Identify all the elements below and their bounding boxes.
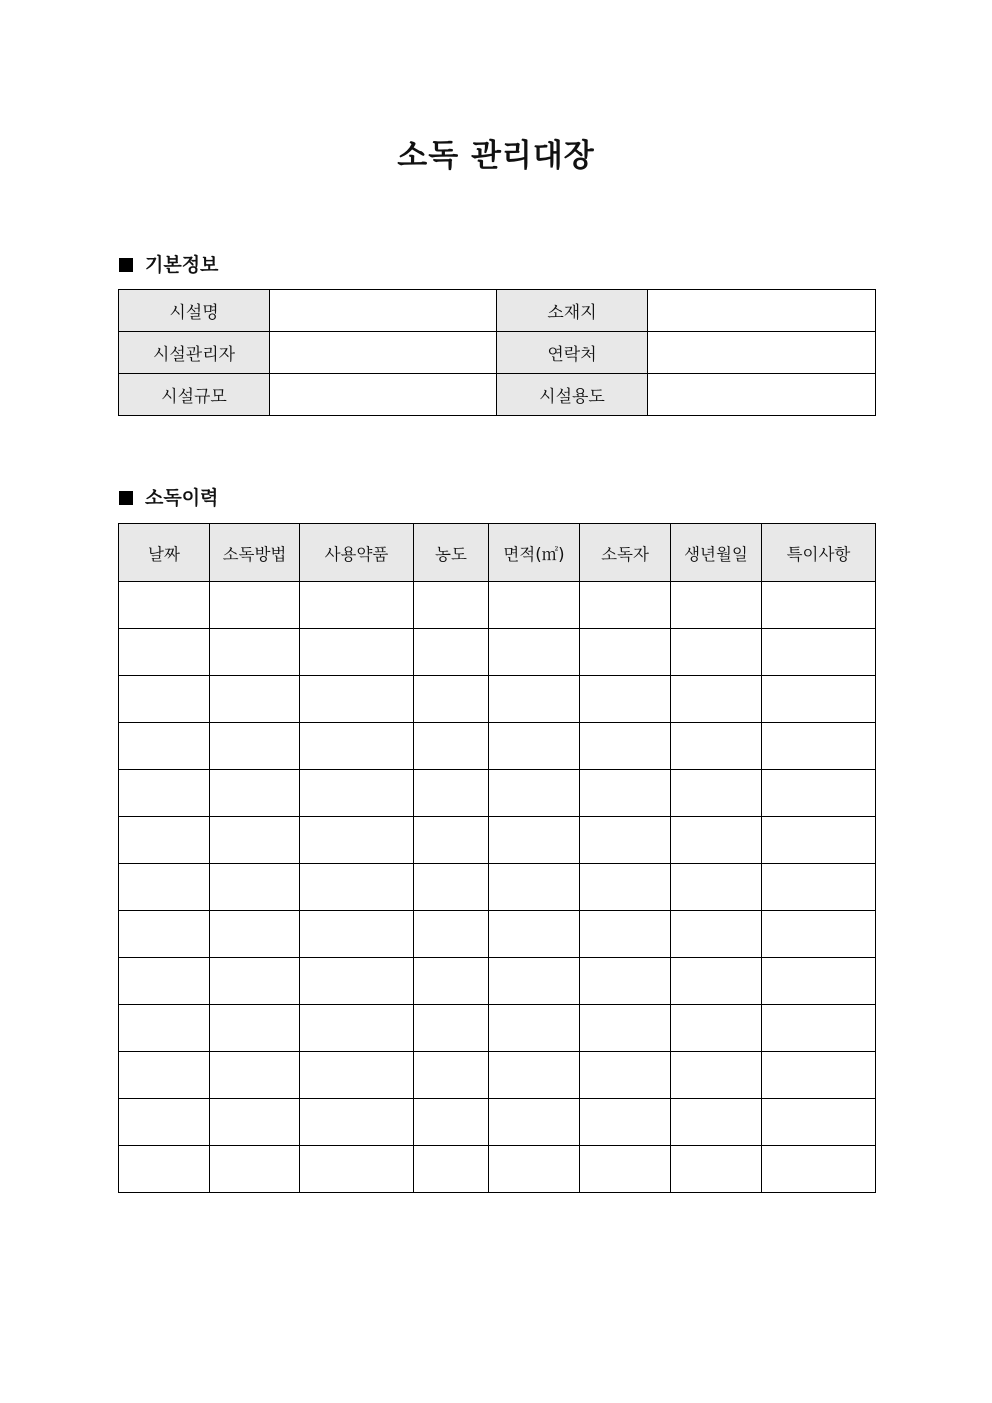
table-row: [119, 1146, 876, 1193]
table-cell[interactable]: [300, 629, 414, 676]
table-row: [119, 676, 876, 723]
table-cell[interactable]: [119, 582, 210, 629]
table-row: [119, 958, 876, 1005]
history-heading-text: 소독이력: [145, 487, 219, 509]
table-cell[interactable]: [210, 958, 300, 1005]
table-cell[interactable]: [489, 723, 580, 770]
table-cell[interactable]: [580, 1005, 671, 1052]
table-cell[interactable]: [210, 1052, 300, 1099]
page-title: 소독 관리대장: [397, 138, 595, 174]
table-cell[interactable]: [119, 723, 210, 770]
basic-info-heading: [119, 252, 218, 278]
column-header: 면적(㎡): [489, 524, 580, 582]
column-header: 생년월일: [671, 524, 762, 582]
info-value-field[interactable]: [648, 290, 876, 332]
table-cell[interactable]: [762, 723, 876, 770]
table-row: [119, 817, 876, 864]
table-cell[interactable]: [580, 817, 671, 864]
basic-info-table: [118, 289, 876, 416]
table-cell[interactable]: [762, 770, 876, 817]
table-row: [119, 1052, 876, 1099]
table-cell[interactable]: [119, 1052, 210, 1099]
table-cell[interactable]: [414, 770, 489, 817]
table-cell[interactable]: [580, 770, 671, 817]
table-cell[interactable]: [119, 817, 210, 864]
table-cell[interactable]: [580, 864, 671, 911]
info-label: 시설규모: [119, 374, 270, 416]
table-cell[interactable]: [580, 1146, 671, 1193]
table-cell[interactable]: [671, 770, 762, 817]
info-row: [119, 374, 876, 416]
table-cell[interactable]: [300, 1146, 414, 1193]
table-cell[interactable]: [489, 1099, 580, 1146]
info-row: [119, 332, 876, 374]
square-bullet-icon: [119, 258, 133, 272]
table-cell[interactable]: [300, 1005, 414, 1052]
table-cell[interactable]: [762, 911, 876, 958]
table-cell[interactable]: [414, 817, 489, 864]
info-value-field[interactable]: [270, 332, 497, 374]
column-header: 날짜: [119, 524, 210, 582]
table-cell[interactable]: [762, 1146, 876, 1193]
table-cell[interactable]: [671, 676, 762, 723]
table-cell[interactable]: [210, 817, 300, 864]
info-value-field[interactable]: [270, 290, 497, 332]
table-cell[interactable]: [300, 1052, 414, 1099]
table-cell[interactable]: [671, 1099, 762, 1146]
table-cell[interactable]: [489, 629, 580, 676]
table-header-row: [119, 524, 876, 582]
basic-info-heading-text: 기본정보: [145, 254, 219, 276]
table-cell[interactable]: [414, 723, 489, 770]
column-header: 사용약품: [300, 524, 414, 582]
table-cell[interactable]: [762, 817, 876, 864]
table-cell[interactable]: [489, 1052, 580, 1099]
table-cell[interactable]: [210, 1099, 300, 1146]
table-cell[interactable]: [762, 1099, 876, 1146]
table-row: [119, 629, 876, 676]
table-cell[interactable]: [762, 958, 876, 1005]
column-header: 소독방법: [210, 524, 300, 582]
table-cell[interactable]: [580, 911, 671, 958]
table-cell[interactable]: [414, 1146, 489, 1193]
info-label: 시설관리자: [119, 332, 270, 374]
column-header: 농도: [414, 524, 489, 582]
table-cell[interactable]: [300, 817, 414, 864]
info-value-field[interactable]: [270, 374, 497, 416]
table-cell[interactable]: [210, 582, 300, 629]
table-cell[interactable]: [489, 864, 580, 911]
table-cell[interactable]: [119, 864, 210, 911]
table-cell[interactable]: [762, 676, 876, 723]
table-cell[interactable]: [580, 629, 671, 676]
table-cell[interactable]: [671, 1146, 762, 1193]
table-row: [119, 723, 876, 770]
table-cell[interactable]: [762, 1052, 876, 1099]
table-cell[interactable]: [414, 864, 489, 911]
table-cell[interactable]: [119, 1005, 210, 1052]
table-cell[interactable]: [300, 723, 414, 770]
table-cell[interactable]: [119, 629, 210, 676]
table-cell[interactable]: [762, 1005, 876, 1052]
table-row: [119, 911, 876, 958]
table-cell[interactable]: [414, 582, 489, 629]
table-cell[interactable]: [210, 629, 300, 676]
table-row: [119, 1099, 876, 1146]
table-cell[interactable]: [414, 1052, 489, 1099]
table-cell[interactable]: [580, 582, 671, 629]
table-cell[interactable]: [300, 1099, 414, 1146]
table-row: [119, 770, 876, 817]
table-cell[interactable]: [119, 958, 210, 1005]
table-cell[interactable]: [300, 911, 414, 958]
table-cell[interactable]: [210, 911, 300, 958]
info-value-field[interactable]: [648, 374, 876, 416]
table-cell[interactable]: [671, 1005, 762, 1052]
table-cell[interactable]: [671, 817, 762, 864]
table-cell[interactable]: [119, 676, 210, 723]
table-cell[interactable]: [119, 911, 210, 958]
table-row: [119, 1005, 876, 1052]
table-cell[interactable]: [762, 629, 876, 676]
info-label: 소재지: [497, 290, 648, 332]
table-cell[interactable]: [414, 676, 489, 723]
table-cell[interactable]: [580, 1099, 671, 1146]
table-cell[interactable]: [489, 1146, 580, 1193]
table-cell[interactable]: [489, 958, 580, 1005]
table-cell[interactable]: [414, 1005, 489, 1052]
table-cell[interactable]: [671, 582, 762, 629]
table-cell[interactable]: [414, 911, 489, 958]
table-cell[interactable]: [300, 676, 414, 723]
table-cell[interactable]: [489, 911, 580, 958]
table-cell[interactable]: [671, 723, 762, 770]
table-cell[interactable]: [210, 770, 300, 817]
history-heading: [119, 485, 218, 511]
table-cell[interactable]: [300, 770, 414, 817]
table-cell[interactable]: [762, 582, 876, 629]
table-cell[interactable]: [580, 1052, 671, 1099]
info-value-field[interactable]: [648, 332, 876, 374]
table-cell[interactable]: [210, 864, 300, 911]
table-cell[interactable]: [414, 629, 489, 676]
table-cell[interactable]: [489, 817, 580, 864]
table-cell[interactable]: [580, 723, 671, 770]
table-cell[interactable]: [300, 582, 414, 629]
table-cell[interactable]: [119, 770, 210, 817]
disinfection-history-table: [118, 523, 876, 1193]
table-cell[interactable]: [210, 723, 300, 770]
table-cell[interactable]: [671, 958, 762, 1005]
table-cell[interactable]: [414, 958, 489, 1005]
table-cell[interactable]: [489, 582, 580, 629]
table-cell[interactable]: [489, 770, 580, 817]
table-cell[interactable]: [210, 1005, 300, 1052]
info-label: 시설명: [119, 290, 270, 332]
table-cell[interactable]: [210, 676, 300, 723]
table-cell[interactable]: [671, 629, 762, 676]
table-cell[interactable]: [580, 676, 671, 723]
column-header: 특이사항: [762, 524, 876, 582]
table-cell[interactable]: [671, 864, 762, 911]
info-label: 연락처: [497, 332, 648, 374]
table-row: [119, 582, 876, 629]
table-cell[interactable]: [414, 1099, 489, 1146]
table-cell[interactable]: [762, 864, 876, 911]
square-bullet-icon: [119, 491, 133, 505]
table-cell[interactable]: [300, 864, 414, 911]
table-cell[interactable]: [300, 958, 414, 1005]
table-cell[interactable]: [119, 1099, 210, 1146]
table-row: [119, 864, 876, 911]
table-cell[interactable]: [489, 1005, 580, 1052]
table-cell[interactable]: [671, 911, 762, 958]
info-label: 시설용도: [497, 374, 648, 416]
table-cell[interactable]: [671, 1052, 762, 1099]
table-cell[interactable]: [210, 1146, 300, 1193]
table-cell[interactable]: [489, 676, 580, 723]
column-header: 소독자: [580, 524, 671, 582]
table-cell[interactable]: [580, 958, 671, 1005]
table-cell[interactable]: [119, 1146, 210, 1193]
info-row: [119, 290, 876, 332]
